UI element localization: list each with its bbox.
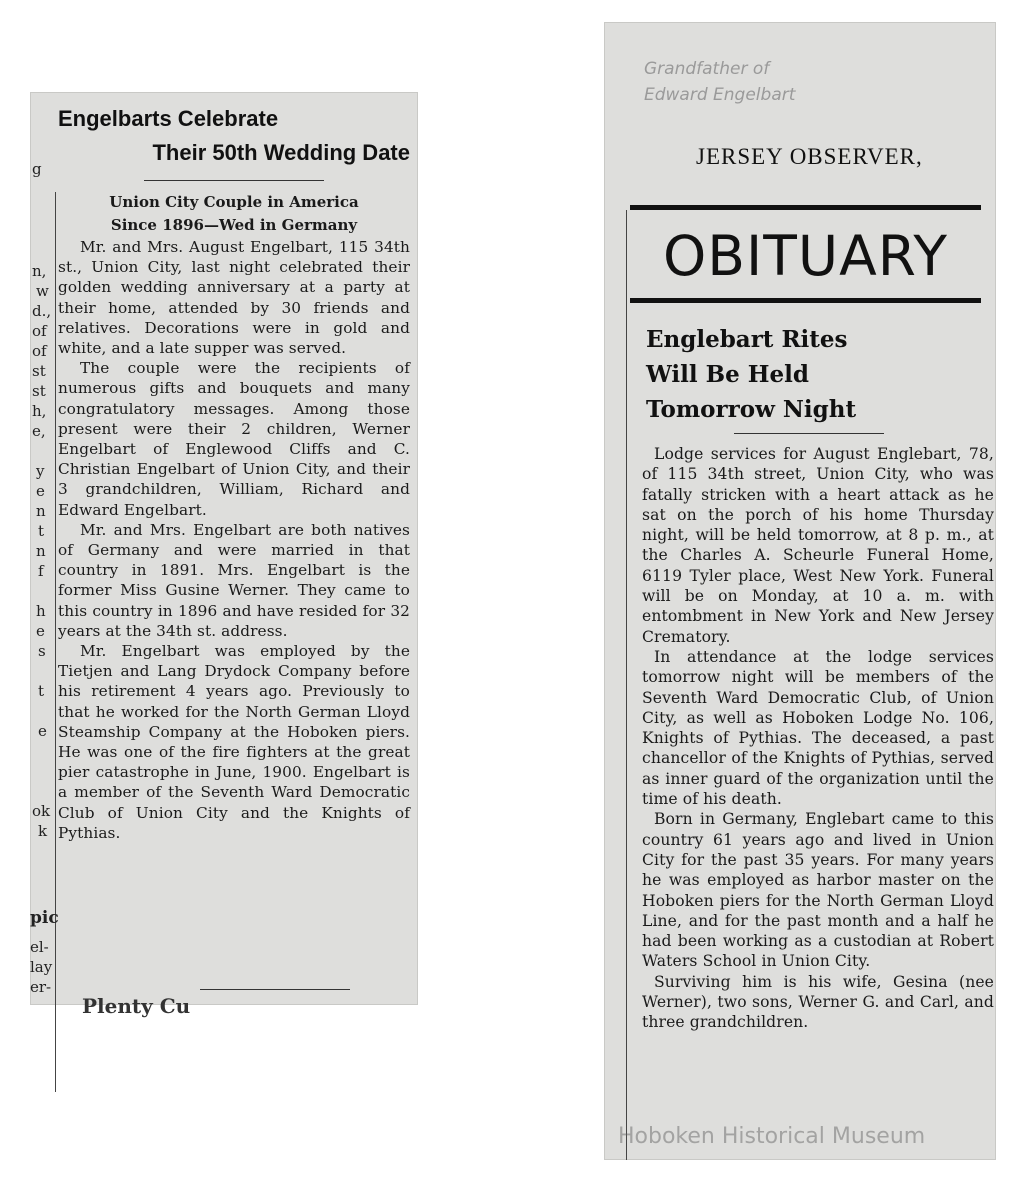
divider	[200, 989, 350, 990]
margin-fragment: st	[32, 382, 46, 400]
article-paragraph: Mr. and Mrs. August Engelbart, 115 34th st., Union City, last night celebrated their golden wedding anniversary at a party at their home, attended by 30 friends and relatives. Decorations were in gold and white, and a late supper was served.	[58, 238, 410, 358]
margin-fragment: h	[36, 602, 46, 620]
next-headline-fragment: Plenty Cu	[82, 994, 191, 1018]
headline-line: Englebart Rites	[646, 326, 848, 353]
margin-fragment: st	[32, 362, 46, 380]
headline-line: Their 50th Wedding Date	[152, 140, 410, 165]
banner-rule-top	[630, 205, 981, 210]
headline-line: Engelbarts Celebrate	[58, 106, 279, 131]
handwritten-line: Edward Engelbart	[644, 85, 796, 105]
clipping-obituary	[604, 22, 996, 1160]
headline-line: Tomorrow Night	[646, 396, 857, 423]
section-banner: OBITUARY	[662, 224, 948, 288]
margin-fragment: g	[32, 160, 42, 178]
subheadline-line: Union City Couple in America	[109, 193, 359, 211]
article-paragraph: Lodge services for August Englebart, 78, of 115 34th street, Union City, who was fatally stricken with a heart attack as he sat on the porch of his home Thursday night, will be held tomorrow, at 8 p. m., at the Charles A. Scheurle Funeral Home, 6119 Tyler place, West New York. Funeral will be on Monday, at 10 a. m. with entombment in New York and New Jersey Crematory.	[642, 445, 994, 646]
margin-fragment: k	[38, 822, 48, 840]
headline	[58, 102, 410, 170]
margin-fragment: s	[38, 642, 46, 660]
article-column	[58, 92, 410, 843]
divider	[734, 433, 884, 434]
handwritten-line: Grandfather of	[644, 59, 770, 79]
margin-fragment: n	[36, 502, 46, 520]
subheadline-line: Since 1896—Wed in Germany	[110, 216, 358, 234]
margin-fragment: n,	[32, 262, 47, 280]
clipping-wedding-anniversary	[30, 92, 418, 1018]
margin-fragment: f	[38, 562, 44, 580]
article-paragraph: Mr. and Mrs. Engelbart are both natives of Germany and were married in that country in 1891. Mrs. Engelbart is the former Miss Gusine Werner. They came to this country in 1896 and have resided for 32 years at the 34th st. address.	[58, 520, 410, 640]
margin-fragment: ok	[32, 802, 51, 820]
headline-line: Will Be Held	[646, 361, 809, 388]
margin-fragment: e	[36, 482, 45, 500]
article-paragraph: Surviving him is his wife, Gesina (nee Werner), two sons, Werner G. and Carl, and three grandchildren.	[642, 972, 994, 1032]
margin-fragment: of	[32, 342, 47, 360]
banner-rule-bottom	[630, 298, 981, 303]
article-paragraph: In attendance at the lodge services tomorrow night will be members of the Seventh Ward Democratic Club, of Union City, as well as Hoboken Lodge No. 106, Knights of Pythias. The deceased, a past chancellor of the Knights of Pythias, served as inner guard of the organization until the time of his death.	[642, 647, 994, 809]
margin-fragment: w	[36, 282, 49, 300]
margin-fragment: e	[36, 622, 45, 640]
article-paragraph: Born in Germany, Englebart came to this country 61 years ago and lived in Union City for the past 35 years. For many years he was employed as harbor master on the Hoboken piers for the North German Lloyd Line, and for the past month and a half he had been working as a custodian at Robert Waters School in Union City.	[642, 810, 994, 971]
newspaper-name: JERSEY OBSERVER,	[696, 144, 923, 169]
margin-fragment: e,	[32, 422, 46, 440]
margin-fragment: d.,	[32, 302, 52, 320]
margin-fragment: e	[38, 722, 47, 740]
article-paragraph: Mr. Engelbart was employed by the Tietjen and Lang Drydock Company before his retirement 4 years ago. Previously to that he worked for the North German Lloyd Steamship Company at the Hoboken piers. He was one of the fire fighters at the great pier catastrophe in June, 1900. Engelbart is a member of the Seventh Ward Democratic Club of Union City and the Knights of Pythias.	[58, 642, 410, 842]
margin-fragment: t	[38, 682, 45, 700]
handwritten-note	[644, 56, 884, 108]
article-paragraph: The couple were the recipients of numerous gifts and bouquets and many congratulatory messages. Among those present were their 2 children, Werner Engelbart of Englewood Cliffs and C. Christian Engelbart of Union City, and their 3 grandchildren, William, Richard and Edward Engelbart.	[58, 359, 410, 519]
museum-watermark: Hoboken Historical Museum	[618, 1124, 926, 1149]
margin-fragment: lay	[30, 958, 53, 976]
margin-fragment: of	[32, 322, 47, 340]
column-rule	[55, 192, 56, 1092]
margin-fragment: h,	[32, 402, 47, 420]
margin-fragment: n	[36, 542, 46, 560]
subheadline	[58, 191, 410, 237]
headline	[646, 322, 994, 427]
column-rule	[626, 210, 627, 1160]
article-column	[642, 322, 994, 1033]
margin-fragment: pic	[30, 908, 59, 928]
margin-fragment: y	[36, 462, 45, 480]
margin-fragment: t	[38, 522, 45, 540]
margin-fragment: er-	[30, 978, 52, 996]
margin-fragment: el-	[30, 938, 49, 956]
divider	[144, 180, 324, 181]
